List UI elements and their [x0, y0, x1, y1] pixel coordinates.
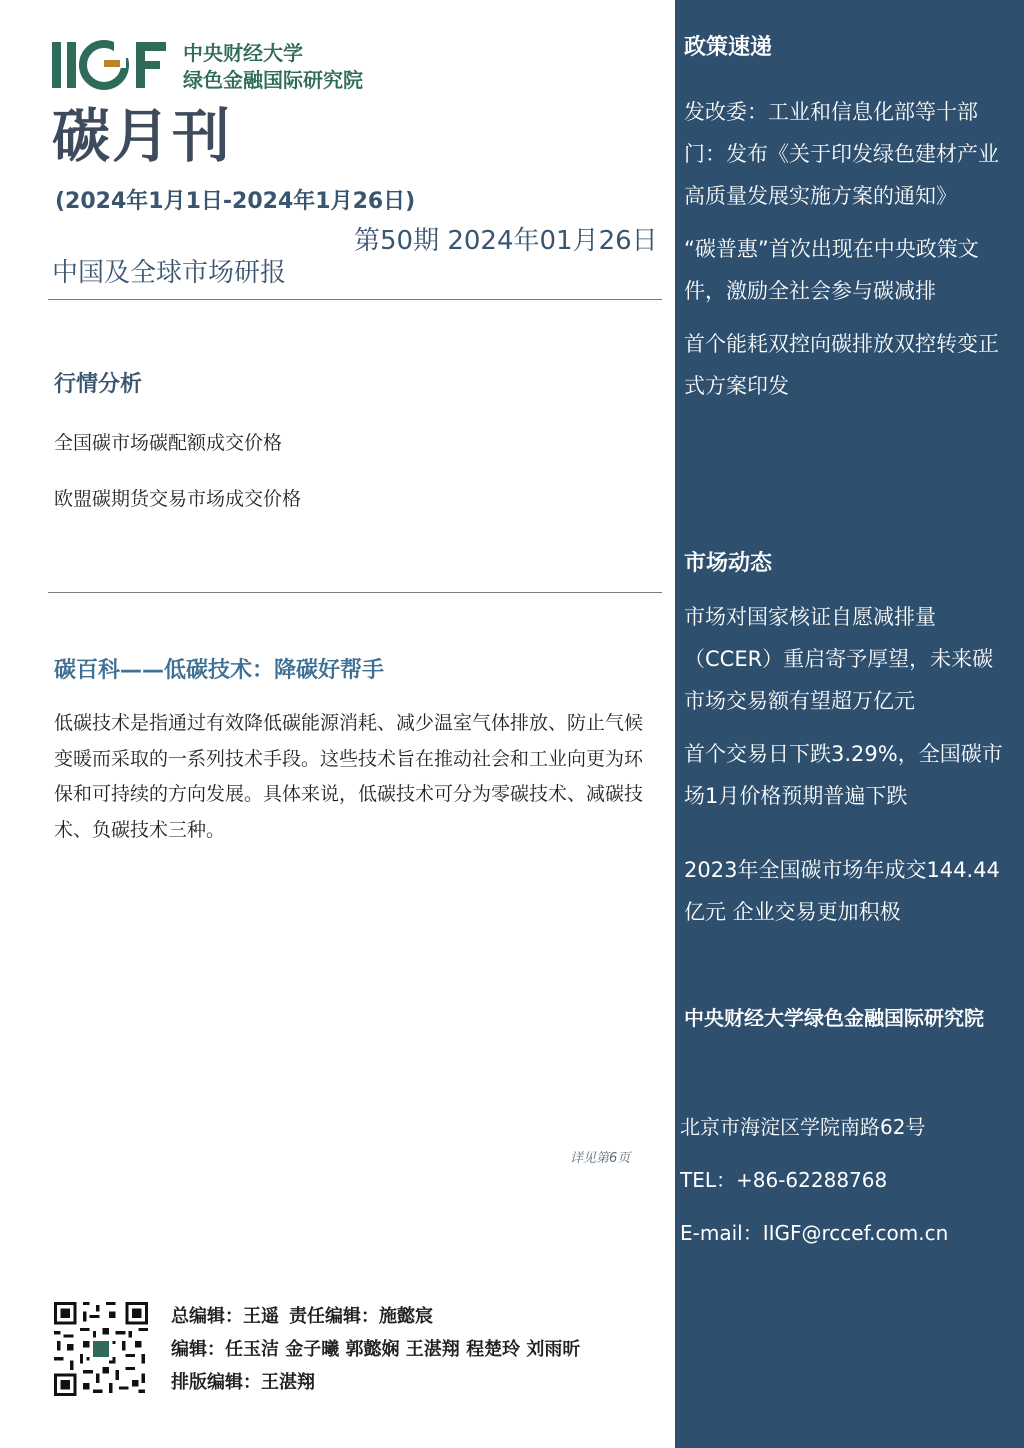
editorial-credits — [171, 1300, 580, 1399]
chief-editor: 总编辑：王遥 — [171, 1306, 279, 1327]
policy-heading: 政策速递 — [684, 35, 773, 60]
telephone: TEL：+86-62288768 — [680, 1168, 888, 1192]
market-heading: 市场动态 — [684, 551, 773, 576]
see-page-note[interactable]: 详见第6页 — [570, 1151, 631, 1166]
market-analysis-item-2[interactable]: 欧盟碳期货交易市场成交价格 — [54, 488, 302, 510]
address: 北京市海淀区学院南路62号 — [680, 1115, 926, 1139]
market-item-3[interactable]: 2023年全国碳市场年成交144.44亿元 企业交易更加积极 — [684, 858, 1000, 924]
sidebar-institute: 中央财经大学绿色金融国际研究院 — [684, 1006, 984, 1030]
report-subtitle: 中国及全球市场研报 — [52, 258, 287, 288]
market-item-1[interactable]: 市场对国家核证自愿减排量（CCER）重启寄予厚望，未来碳市场交易额有望超万亿元 — [684, 605, 994, 713]
institute-name — [183, 40, 363, 94]
divider-middle — [48, 592, 662, 593]
divider-top — [48, 299, 662, 300]
encyclopedia-heading: 碳百科——低碳技术：降碳好帮手 — [54, 658, 385, 683]
magazine-title: 碳月刊 — [52, 102, 233, 170]
institute-name-line1: 中央财经大学 — [183, 41, 303, 65]
qr-code-icon — [54, 1302, 148, 1396]
email[interactable]: E-mail：IIGF@rccef.com.cn — [680, 1221, 949, 1245]
institute-name-line2: 绿色金融国际研究院 — [183, 68, 363, 92]
market-analysis-item-1[interactable]: 全国碳市场碳配额成交价格 — [54, 432, 283, 454]
policy-item-3[interactable]: 首个能耗双控向碳排放双控转变正式方案印发 — [684, 332, 999, 398]
issue-number-date: 第50期 2024年01月26日 — [354, 226, 658, 256]
responsible-editor: 责任编辑：施懿宸 — [289, 1306, 433, 1327]
policy-item-1[interactable]: 发改委：工业和信息化部等十部门：发布《关于印发绿色建材产业高质量发展实施方案的通知》 — [684, 100, 999, 208]
date-range: (2024年1月1日-2024年1月26日) — [55, 189, 416, 214]
encyclopedia-body: 低碳技术是指通过有效降低碳能源消耗、减少温室气体排放、防止气候变暖而采取的一系列技术手段。这些技术旨在推动社会和工业向更为环保和可持续的方向发展。具体来说，低碳技术可分为零碳技术、减碳技术、负碳技术三种。 — [54, 712, 644, 841]
iigf-logo — [52, 40, 167, 92]
market-item-2[interactable]: 首个交易日下跌3.29%，全国碳市场1月价格预期普遍下跌 — [684, 742, 1003, 808]
market-analysis-heading: 行情分析 — [54, 372, 143, 397]
policy-item-2[interactable]: “碳普惠”首次出现在中央政策文件，激励全社会参与碳减排 — [684, 237, 979, 303]
editors: 编辑：任玉洁 金子曦 郭懿娴 王湛翔 程楚玲 刘雨昕 — [171, 1339, 581, 1360]
layout-editor: 排版编辑：王湛翔 — [171, 1372, 315, 1393]
